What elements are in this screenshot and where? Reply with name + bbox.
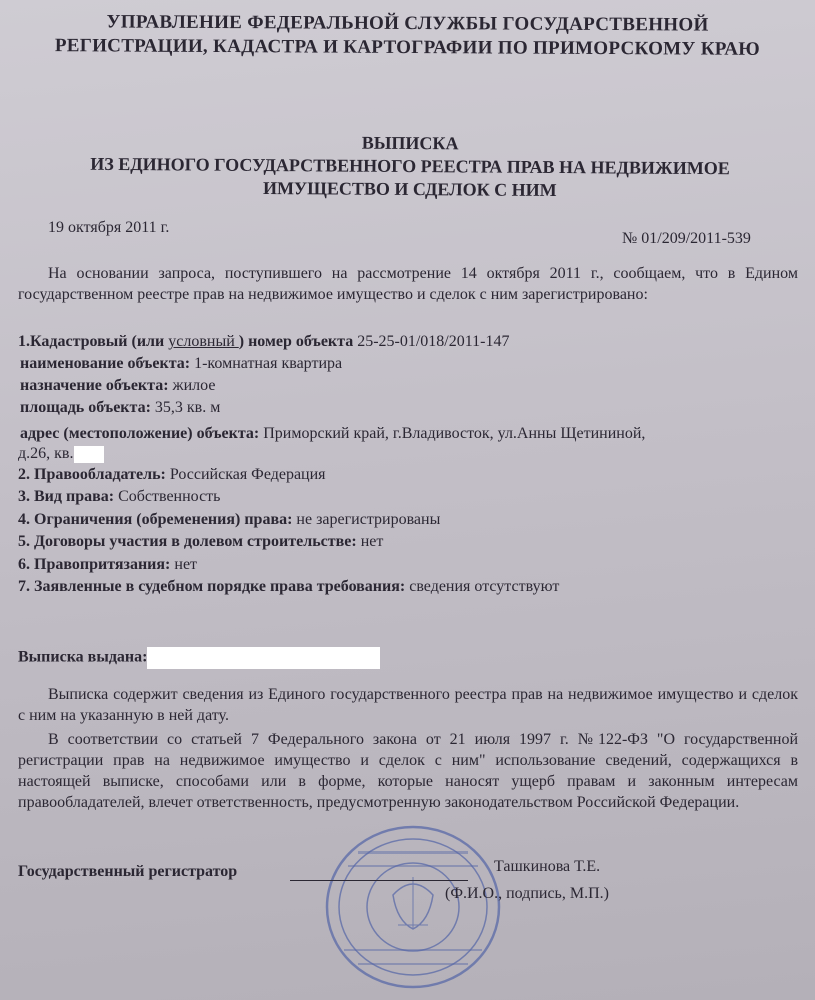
object-purpose-label: назначение объекта:	[20, 377, 169, 394]
object-address-value: Приморский край, г.Владивосток, ул.Анны Щетининой,	[259, 425, 646, 442]
item-2-label: 2. Правообладатель:	[18, 466, 166, 483]
item-1-label-a: 1.Кадастровый (или	[18, 333, 169, 350]
agency-header-line-1: УПРАВЛЕНИЕ ФЕДЕРАЛЬНОЙ СЛУЖБЫ ГОСУДАРСТВЕННОЙ	[106, 11, 709, 36]
item-4-value: не зарегистрированы	[292, 511, 441, 528]
item-3-value: Собственность	[114, 488, 221, 505]
item-3-right-type	[18, 487, 220, 507]
item-1-cadastral-number	[18, 332, 509, 352]
registrar-label: Государственный регистратор	[18, 863, 238, 880]
legal-notice-paragraph: В соответствии со статьей 7 Федерального закона от 21 июля 1997 г. №122-ФЗ "О государственной регистрации прав на недвижимое имущество и сделок с ним" использование сведений, содержащихся в настоящей выписке, способами или в форме, которые наносят ущерб правам и законным интересам правообладателей, влечет ответственность, предусмотренную законодательством Российской Федерации.	[18, 731, 798, 811]
registrar-name: Ташкинова Т.Е.	[494, 858, 601, 875]
item-6-value: нет	[170, 556, 198, 573]
redaction-mask	[74, 446, 104, 463]
item-5-label: 5. Договоры участия в долевом строительстве:	[18, 533, 357, 550]
object-purpose	[20, 376, 215, 396]
document-date: 19 октября 2011 г.	[48, 219, 170, 236]
item-1-value: 25-25-01/018/2011-147	[353, 333, 510, 350]
issued-to-label: Выписка выдана:	[18, 648, 148, 666]
signature-line	[290, 880, 468, 881]
agency-header	[20, 10, 795, 62]
document-title-line-2: ИЗ ЕДИНОГО ГОСУДАРСТВЕННОГО РЕЕСТРА ПРАВ НА НЕДВИЖИМОЕ	[90, 153, 730, 179]
redaction-mask-issued	[147, 647, 380, 669]
item-4-encumbrances	[18, 510, 440, 530]
item-1-label-underlined: условный	[168, 333, 239, 350]
object-area-label: площадь объекта:	[20, 399, 151, 416]
document-number: № 01/209/2011-539	[622, 230, 751, 247]
signature-caption: (Ф.И.О., подпись, М.П.)	[445, 885, 609, 902]
document-title-line-1: ВЫПИСКА	[361, 132, 459, 154]
agency-header-line-2: РЕГИСТРАЦИИ, КАДАСТРА И КАРТОГРАФИИ ПО ПРИМОРСКОМУ КРАЮ	[54, 35, 761, 60]
item-3-label: 3. Вид права:	[18, 488, 115, 505]
item-1-label-b: ) номер объекта	[238, 333, 354, 350]
item-7-label: 7. Заявленные в судебном порядке права требования:	[18, 578, 406, 595]
item-5-shared-construction	[18, 532, 383, 552]
object-name-label: наименование объекта:	[20, 355, 191, 372]
object-address-label: адрес (местоположение) объекта:	[20, 425, 260, 442]
registrar-row	[18, 862, 237, 882]
item-4-label: 4. Ограничения (обременения) права:	[18, 511, 293, 528]
object-address-value-2: д.26, кв.	[18, 445, 74, 462]
object-address	[20, 424, 645, 444]
object-area-value: 35,3 кв. м	[150, 399, 221, 416]
document-title	[25, 129, 795, 203]
object-purpose-value: жилое	[168, 377, 216, 394]
validity-paragraph: Выписка содержит сведения из Единого государственного реестра прав на недвижимое имущество и сделок с ним на указанную в ней дату.	[18, 686, 798, 724]
object-address-continued	[18, 444, 104, 464]
item-2-value: Российская Федерация	[165, 466, 326, 483]
object-area	[20, 398, 220, 418]
object-name	[20, 354, 342, 374]
issued-to	[18, 647, 380, 669]
item-6-label: 6. Правопритязания:	[18, 556, 171, 573]
item-5-value: нет	[356, 533, 384, 550]
item-6-claims	[18, 555, 197, 575]
item-2-right-holder	[18, 465, 326, 485]
item-7-court-claims	[18, 577, 559, 597]
object-name-value: 1-комнатная квартира	[190, 355, 343, 372]
document-title-line-3: ИМУЩЕСТВО И СДЕЛОК С НИМ	[262, 177, 557, 201]
item-7-value: сведения отсутствуют	[405, 578, 560, 595]
intro-paragraph: На основании запроса, поступившего на рассмотрение 14 октября 2011 г., сообщаем, что в Едином государственном реестре прав на недвижимое имущество и сделок с ним зарегистрировано:	[18, 265, 798, 303]
